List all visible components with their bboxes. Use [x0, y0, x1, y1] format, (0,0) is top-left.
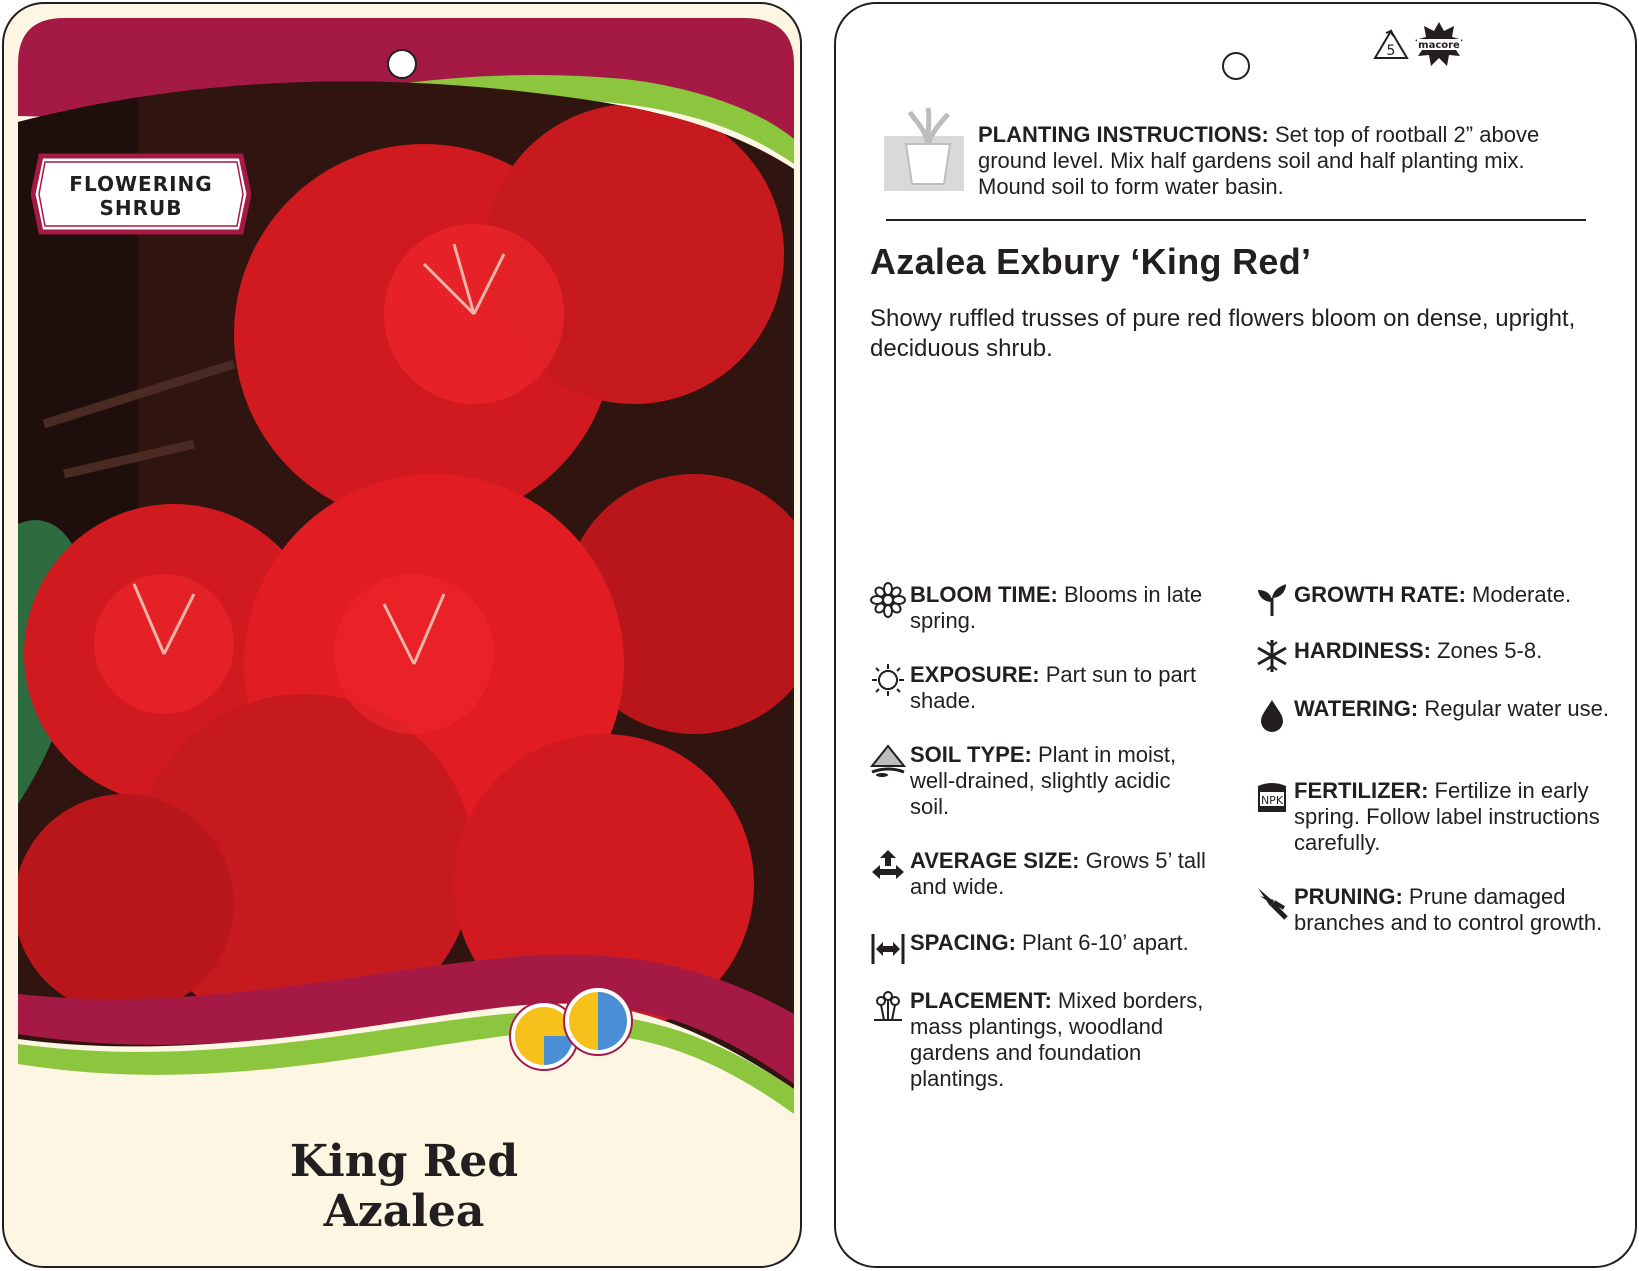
plant-common-name [204, 1137, 604, 1237]
planting-pot-icon [884, 106, 974, 196]
attr-value: Fertilize in early spring. Follow label instructions carefully. [1294, 778, 1600, 855]
growth-rate-text [1294, 582, 1614, 608]
attr-value: Plant in moist, well-drained, slightly acidic soil. [910, 742, 1177, 819]
attr-label: PLACEMENT: [910, 988, 1052, 1013]
part-sun-icon [564, 987, 632, 1055]
flower-icon [870, 582, 906, 618]
attr-label: SOIL TYPE: [910, 742, 1032, 767]
spacing-icon [870, 930, 906, 966]
soil-type-text [910, 742, 1210, 820]
hang-hole [1222, 52, 1250, 80]
planting-label: PLANTING INSTRUCTIONS: [978, 122, 1269, 147]
attr-label: EXPOSURE: [910, 662, 1040, 687]
attr-label: AVERAGE SIZE: [910, 848, 1080, 873]
divider [886, 219, 1586, 221]
exposure-text [910, 662, 1210, 714]
attr-value: Plant 6-10’ apart. [1015, 930, 1189, 955]
npk-text: NPK [1260, 794, 1284, 807]
recycle-icon [1372, 28, 1410, 62]
placement-icon [870, 988, 906, 1024]
badge-line-1: FLOWERING [69, 172, 213, 196]
bloom-time-text [910, 582, 1210, 634]
fertilizer-text [1294, 778, 1614, 856]
sprout-icon [1254, 582, 1290, 618]
attr-value: Prune damaged branches and to control growth. [1294, 884, 1603, 935]
back-card [834, 2, 1637, 1268]
macore-logo [1414, 22, 1464, 66]
plant-title: Azalea Exbury ‘King Red’ [870, 241, 1312, 282]
attr-label: FERTILIZER: [1294, 778, 1429, 803]
category-badge-text [31, 172, 251, 220]
attr-value: Zones 5-8. [1430, 638, 1543, 663]
fertilizer-icon [1254, 778, 1290, 814]
planting-text: Set top of rootball 2” above ground level. Mix half gardens soil and half planting mix. Mound soil to form water basin. [978, 122, 1540, 199]
attr-value: Part sun to part shade. [910, 662, 1197, 713]
placement-text [910, 988, 1220, 1092]
macore-text: macore [1418, 40, 1460, 51]
attr-value: Regular water use. [1418, 696, 1610, 721]
pruning-text [1294, 884, 1614, 936]
attr-label: WATERING: [1294, 696, 1419, 721]
front-card [2, 2, 802, 1268]
attr-value: Mixed borders, mass plantings, woodland gardens and foundation plantings. [910, 988, 1204, 1091]
soil-icon [870, 742, 906, 778]
hang-hole [388, 50, 416, 78]
snowflake-icon [1254, 638, 1290, 674]
attr-value: Grows 5’ tall and wide. [910, 848, 1206, 899]
common-name-line-2: Azalea [323, 1186, 485, 1237]
attr-label: PRUNING: [1294, 884, 1403, 909]
attr-label: GROWTH RATE: [1294, 582, 1466, 607]
spacing-text [910, 930, 1210, 956]
attr-label: SPACING: [910, 930, 1016, 955]
attr-label: BLOOM TIME: [910, 582, 1058, 607]
hardiness-text [1294, 638, 1614, 664]
average-size-text [910, 848, 1210, 900]
badge-line-2: SHRUB [99, 196, 183, 220]
recycle-code: 5 [1386, 43, 1396, 59]
attr-value: Blooms in late spring. [910, 582, 1203, 633]
sun-icon [870, 662, 906, 698]
pruner-icon [1254, 884, 1290, 920]
watering-text [1294, 696, 1614, 722]
planting-instructions [978, 122, 1598, 200]
attr-value: Moderate. [1465, 582, 1572, 607]
water-drop-icon [1254, 696, 1290, 732]
plant-description: Showy ruffled trusses of pure red flowers bloom on dense, upright, deciduous shrub. [870, 305, 1576, 362]
attr-label: HARDINESS: [1294, 638, 1431, 663]
size-icon [870, 848, 906, 884]
common-name-line-1: King Red [289, 1136, 519, 1187]
